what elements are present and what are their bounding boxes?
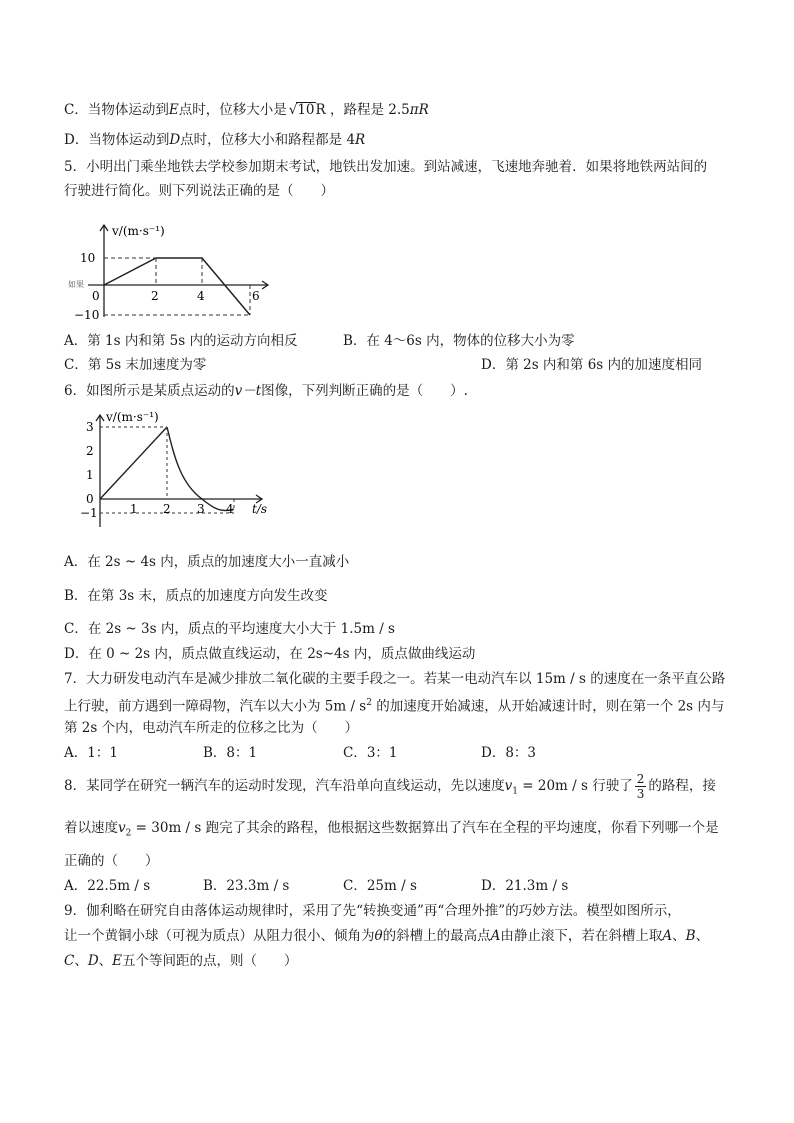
q6-xtick-2: 2 <box>163 502 171 516</box>
q6-stem-var: v－t <box>234 383 262 399</box>
q4-c-text-a: C．当物体运动到 <box>64 102 169 118</box>
q8-v1: v <box>504 778 513 794</box>
q4-c-point: E <box>168 102 179 118</box>
q6-velocity-graph <box>76 405 286 535</box>
q6-ytick-3: 3 <box>86 420 94 434</box>
q7-line2-a: 上行驶，前方遇到一障碍物，汽车以大小为 5m / s <box>64 698 367 715</box>
q4-c-pi: π <box>409 102 419 118</box>
q9-line3-b: 五个等间距的点，则（ ） <box>122 953 298 969</box>
q8-text-a: 8．某同学在研究一辆汽车的运动时发现，汽车沿单向直线运动，先以速度 <box>64 778 505 794</box>
q9-point-e: E <box>112 953 123 969</box>
q9-line2-c: 由静止滚下，若在斜槽上取 <box>500 928 663 944</box>
q7-option-c: C．3：1 <box>343 745 398 761</box>
q6-ylabel: v/(m·s⁻¹) <box>106 410 159 424</box>
q4-c-radicand: 10 <box>297 102 315 118</box>
q5-ytick-minus10: −10 <box>74 308 100 322</box>
q8-frac-num: 2 <box>636 772 645 786</box>
q5-option-d: D．第 2s 内和第 6s 内的加速度相同 <box>481 357 703 373</box>
q6-option-a: A．在 2s ~ 4s 内，质点的加速度大小一直减小 <box>64 554 350 570</box>
q8-line3: 正确的（ ） <box>64 853 159 869</box>
q9-sep1: 、 <box>672 928 686 944</box>
q8-line1 <box>64 770 716 802</box>
q5-xtick-2: 2 <box>151 289 159 303</box>
q4-c-text-c: R ，路程是 2.5 <box>315 102 410 118</box>
q5-option-a: A．第 1s 内和第 5s 内的运动方向相反 <box>64 333 298 349</box>
q6-option-c: C．在 2s ~ 3s 内，质点的平均速度大小大于 1.5m / s <box>64 621 395 637</box>
q7-option-a: A．1：1 <box>64 745 118 761</box>
q7-line2 <box>64 693 724 717</box>
q6-xtick-3: 3 <box>197 502 205 516</box>
q4-option-d <box>64 130 365 150</box>
q9-sep3: 、 <box>74 953 88 969</box>
q5-origin: 0 <box>92 289 100 303</box>
q5-velocity-graph <box>64 205 284 325</box>
q5-ytick-10: 10 <box>80 251 96 265</box>
q8-option-a: A．22.5m / s <box>64 878 151 894</box>
q8-text-b: 的路程，接 <box>648 778 716 794</box>
q6-ytick-minus1: −1 <box>80 506 98 520</box>
q9-point-c: C <box>64 953 75 969</box>
q9-point-b: B <box>685 928 696 944</box>
q6-curve-segment <box>167 427 234 511</box>
q9-line2 <box>64 926 709 946</box>
q9-point-a2: A <box>662 928 673 944</box>
q9-line2-a: 让一个黄铜小球（可视为质点）从阻力很小、倾角为 <box>64 928 375 944</box>
q6-option-b: B．在第 3s 末，质点的加速度方向发生改变 <box>64 588 328 604</box>
q4-option-c <box>64 100 429 120</box>
q9-point-d: D <box>87 953 99 969</box>
q8-line2 <box>64 818 719 844</box>
q6-xtick-1: 1 <box>130 502 138 516</box>
q8-v1-sub: 1 <box>512 786 518 797</box>
q6-stem-b: 图像，下列判断正确的是（ ）. <box>261 383 468 399</box>
q6-option-d: D．在 0 ~ 2s 内，质点做直线运动，在 2s~4s 内，质点做曲线运动 <box>64 646 476 662</box>
q6-ytick-2: 2 <box>86 444 94 458</box>
q6-ytick-0: 0 <box>86 492 94 506</box>
q7-line2-sup: 2 <box>366 698 372 708</box>
q9-point-a: A <box>490 928 501 944</box>
q8-frac-den: 3 <box>636 787 645 801</box>
q8-fraction <box>635 772 647 801</box>
q6-stem-a: 6．如图所示是某质点运动的 <box>64 383 235 399</box>
q9-line3 <box>64 951 298 971</box>
q5-side-text: 如果 <box>68 280 84 289</box>
q8-eq1: = 20m / s 行驶了 <box>517 778 633 794</box>
q4-c-radius: R <box>418 102 429 118</box>
q7-line3: 第 2s 个内，电动汽车所走的位移之比为（ ） <box>64 720 359 736</box>
q6-ytick-1: 1 <box>86 468 94 482</box>
q7-line2-b: 的加速度开始减速，从开始减速计时，则在第一个 2s 内与 <box>371 698 725 715</box>
q8-text-c: 着以速度 <box>64 820 118 836</box>
q4-d-radius: R <box>355 132 366 148</box>
q9-line2-b: 的斜槽上的最高点 <box>382 928 491 944</box>
q6-stem <box>64 381 468 401</box>
q8-option-b: B．23.3m / s <box>203 878 290 894</box>
sqrt-symbol: √ <box>288 102 298 118</box>
q8-option-d: D．21.3m / s <box>481 878 569 894</box>
q9-theta: θ <box>374 928 383 944</box>
q4-d-text-b: 点时，位移大小和路程都是 4 <box>180 132 356 148</box>
q8-eq2: = 30m / s 跑完了其余的路程，他根据这些数据算出了汽车在全程的平均速度，你看下列哪一个是 <box>131 820 719 836</box>
q6-xtick-4: 4 <box>226 502 234 516</box>
q6-xlabel: t/s <box>252 502 268 516</box>
q5-option-c: C．第 5s 末加速度为零 <box>64 357 207 373</box>
q7-line1: 7．大力研发电动汽车是减少排放二氧化碳的主要手段之一。若某一电动汽车以 15m / s 的速度在一条平直公路 <box>64 671 726 687</box>
q5-xtick-4: 4 <box>197 289 205 303</box>
q5-velocity-line <box>104 258 250 315</box>
q7-option-b: B．8：1 <box>203 745 258 761</box>
q4-c-text-b: 点时，位移大小是 <box>178 102 287 118</box>
q4-d-text-a: D．当物体运动到 <box>64 132 170 148</box>
q8-v2-sub: 2 <box>125 828 132 839</box>
q5-option-b: B．在 4～6s 内，物体的位移大小为零 <box>343 333 575 349</box>
q5-ylabel: v/(m·s⁻¹) <box>112 224 165 238</box>
q6-linear-segment <box>100 427 167 499</box>
q5-stem-line1: 5．小明出门乘坐地铁去学校参加期末考试，地铁出发加速。到站减速，飞速地奔驰着．如果将地铁两站间的 <box>64 159 708 175</box>
q9-line1: 9．伽利略在研究自由落体运动规律时，采用了先“转换变通”再“合理外推”的巧妙方法。模型如图所示， <box>64 903 681 919</box>
q8-v2: v <box>118 820 126 836</box>
q8-option-c: C．25m / s <box>343 878 417 894</box>
q9-sep2: 、 <box>695 928 710 944</box>
q5-stem-line2: 行驶进行简化。则下列说法正确的是（ ） <box>64 183 334 199</box>
q7-option-d: D．8：3 <box>481 745 537 761</box>
q5-xtick-6: 6 <box>252 289 260 303</box>
q4-d-point: D <box>169 132 181 148</box>
q9-sep4: 、 <box>98 953 113 969</box>
